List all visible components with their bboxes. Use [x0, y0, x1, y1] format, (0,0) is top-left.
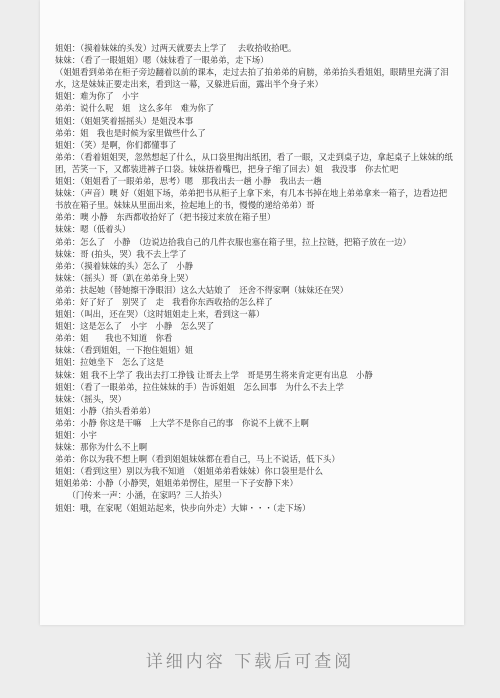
- script-line: （姐姐看到弟弟在柜子旁边翻着以前的课本，走过去拍了拍弟弟的肩膀，弟弟抬头看姐姐，眼睛里充满了泪水，这是妹妹正要走出来，看到这一幕，又躲进后面，露出半个身子来）: [55, 67, 449, 90]
- script-line: 姐姐：小宇: [55, 430, 97, 440]
- download-notice: 详细内容 下载后可查阅: [145, 652, 355, 672]
- script-line: 妹妹：姐 我不上学了 我出去打工挣钱 让哥去上学 哥是男生将来肯定更有出息 小静: [55, 369, 373, 380]
- script-line: 妹妹：那你为什么不上啊: [55, 442, 148, 453]
- script-line: 弟弟：（看着姐姐哭，忽然想起了什么，从口袋里掏出纸团，看了一眼，又走到桌子边，拿起桌子上妹妹的纸团，苦笑一下，又都装进裤子口袋。妹妹捂着嘴巴，把身子缩了回去）姐 我没事 你去忙吧: [55, 151, 453, 174]
- script-line: 弟弟：你以为我不想上啊（看到姐姐妹妹都在看自己，马上不说话，低下头）: [55, 454, 340, 465]
- script-line: 姐姐：这是怎么了 小宇 小静 怎么哭了: [55, 321, 215, 332]
- script-line: 弟弟：好了好了 别哭了 走 我看你东西收拾的怎么样了: [55, 296, 273, 307]
- script-line: 妹妹：（声音）噢 好（姐姐下场，弟弟把书从柜子上拿下来，有几本书掉在地上弟弟拿来一箱子，边看边把书放在箱子里。妹妹从里面出来，捡起地上的书，慢慢的递给弟弟）哥: [55, 188, 448, 211]
- script-line: 姐姐：（看了一眼弟弟，拉住妹妹的手）告诉姐姐 怎么回事 为什么不去上学: [55, 381, 344, 392]
- script-line: 姐姐：（摸着妹妹的头发）过两天就要去上学了 去收拾收拾吧。: [55, 43, 297, 53]
- script-line: 弟弟：姐 我也不知道 你看: [55, 333, 173, 344]
- script-line: 弟弟：小静 你这是干嘛 上大学不是你自己的事 你说不上就不上啊: [55, 417, 309, 428]
- script-line: 妹妹：（看了一眼姐姐）嗯（妹妹看了一眼弟弟，走下场）: [55, 55, 269, 66]
- script-line: 姐姐：（姐姐看了一眼弟弟，思考）嗯 那我出去一趟 小静 我出去一趟: [55, 176, 322, 187]
- script-line: 姐姐：（姐姐笑着摇摇头）是姐没本事: [55, 115, 194, 126]
- script-line: 姐姐弟弟：小静（小静哭，姐姐弟弟愣住，屋里一下子安静下来）: [55, 478, 298, 489]
- script-line: 弟弟：姐 我也是时候为家里做些什么了: [55, 127, 206, 138]
- script-line: 弟弟：怎么了 小静 （边说边拾我自己的几件衣服也塞在箱子里，拉上拉链，把箱子放在一边）: [55, 236, 411, 247]
- script-line: 妹妹：（摇头，哭）: [55, 393, 127, 404]
- script-line: 姐姐：拉她坐下 怎么了这是: [55, 357, 164, 368]
- script-line: 姐姐：（看到这里）别以为我不知道 （姐姐弟弟看妹妹）你口袋里是什么: [55, 466, 323, 477]
- script-line: 姐姐：小静（抬头看弟弟）: [55, 405, 156, 416]
- script-line: 姐姐：（笑）是啊，你们都懂事了: [55, 139, 177, 150]
- script-line: 弟弟：（摸着妹妹的头）怎么了 小静: [55, 260, 194, 271]
- script-line: 妹妹：（看到姐姐，一下抱住姐姐）姐: [55, 345, 194, 356]
- script-line: 弟弟：噢 小静 东西都收拾好了（把书接过来放在箱子里）: [55, 212, 276, 223]
- script-line: （门传来一声：小涵，在家吗？三人抬头）: [55, 490, 227, 501]
- script-line: 弟弟：扶起她（替她擦干净眼泪）这么大姑娘了 还舍不得家啊（妹妹还在哭）: [55, 284, 349, 295]
- script-line: 姐姐：哦，在家呢（姐姐站起来，快步向外走）大婶・・・（走下场）: [55, 502, 311, 513]
- script-line: 妹妹：嗯（低着头）: [55, 224, 131, 235]
- script-line: 弟弟：说什么呢 姐 这么多年 难为你了: [55, 103, 215, 114]
- script-line: 妹妹：（摇头）哥（趴在弟弟身上哭）: [55, 272, 194, 283]
- script-text: [55, 42, 455, 514]
- script-line: 姐姐：难为你了 小宇: [55, 91, 139, 102]
- script-line: 姐姐：（叫出，还在哭）（这时姐姐走上来，看到这一幕）: [55, 309, 265, 320]
- script-line: 妹妹：哥 (拍头，哭）我不去上学了: [55, 248, 187, 259]
